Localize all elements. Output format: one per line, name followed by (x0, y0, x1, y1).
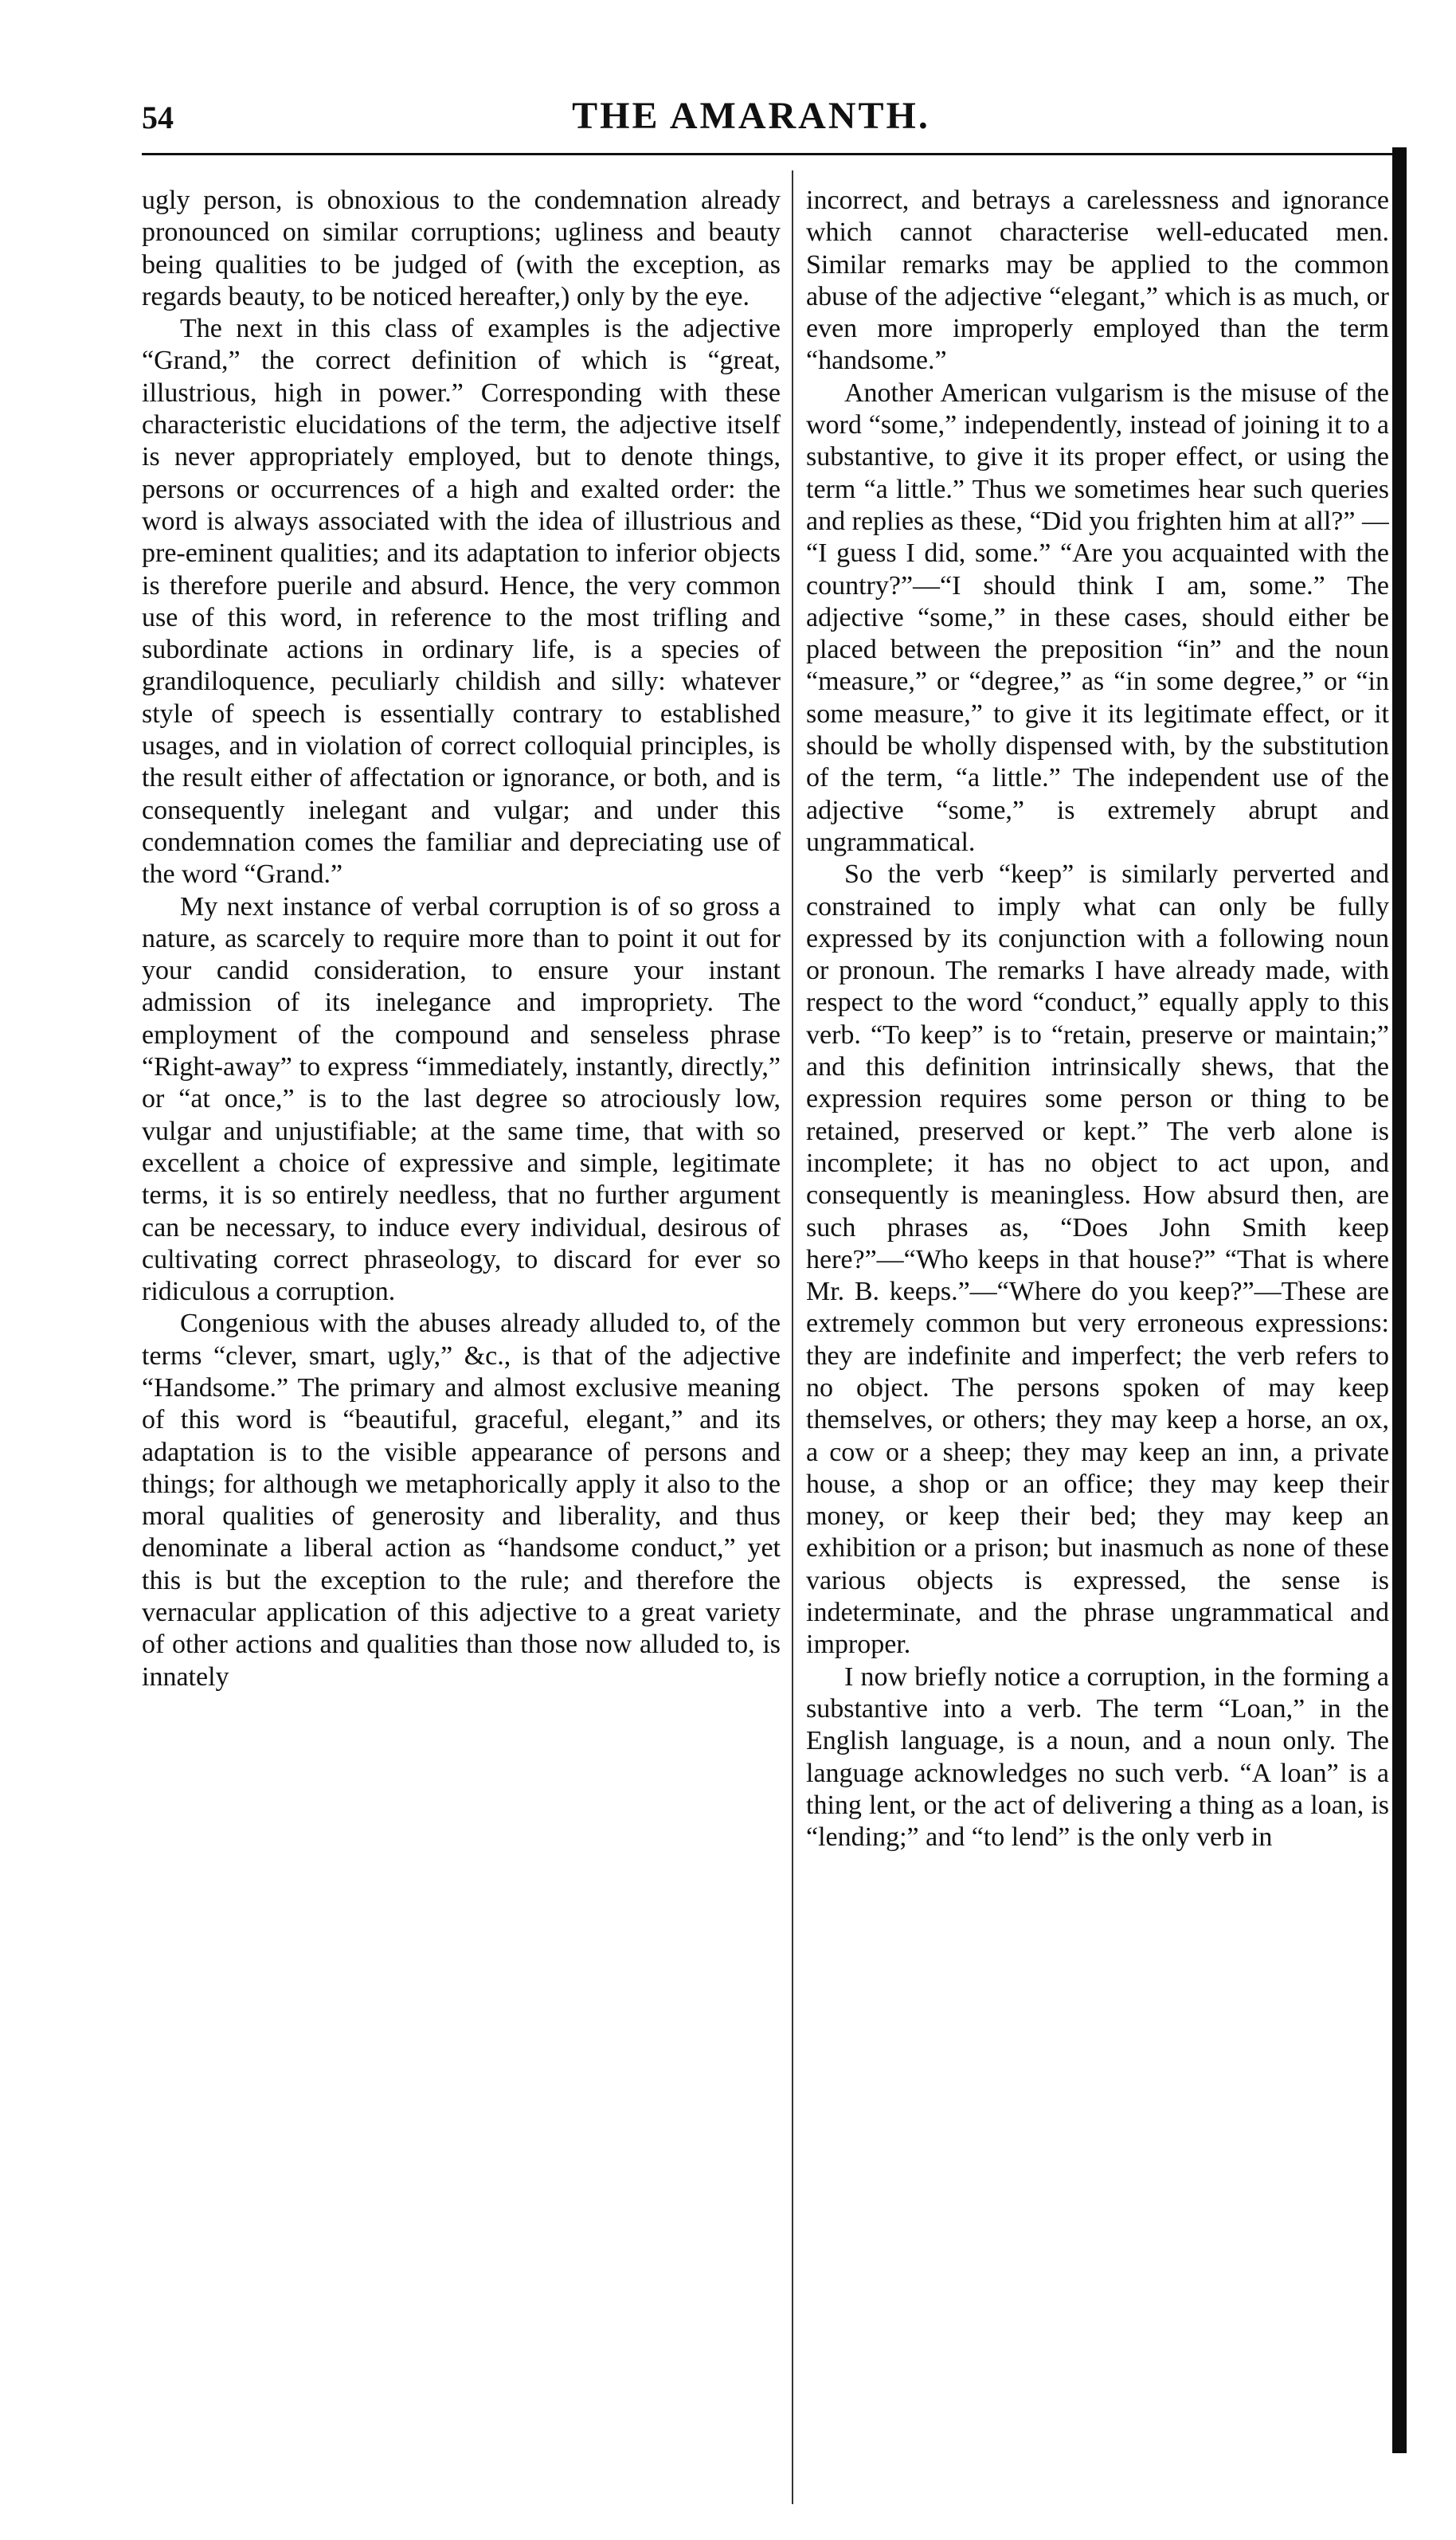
column-divider (792, 170, 793, 2504)
paragraph: I now briefly notice a corruption, in the forming a substantive into a verb. The term “Loan,” in the English language, is a noun, and a noun only. The language acknowledges no such verb. “A loan” is a thing lent, or the act of delivering a thing as a loan, is “lending;” and “to lend” is the only verb in (806, 1661, 1389, 1853)
paragraph: Another American vulgarism is the misuse of the word “some,” independently, instead of joining it to a substantive, to give it its proper effect, or using the term “a little.” Thus we sometimes hear such queries and replies as these, “Did you frighten him at all?” — “I guess I did, some.” “Are you acquainted with the country?”—“I should think I am, some.” The adjective “some,” in these cases, should either be placed between the preposition “in” and the noun “measure,” or “degree,” as “in some degree,” or “in some measure,” to give it its legitimate effect, or it should be wholly dispensed with, by the substitution of the term, “a little.” The independent use of the adjective “some,” is extremely abrupt and ungrammatical. (806, 378, 1389, 857)
paragraph: So the verb “keep” is similarly perverted and constrained to imply what can only be fully expressed by its conjunction with a following noun or pronoun. The remarks I have already made, with respect to the word “conduct,” equally apply to this verb. “To keep” is to “retain, preserve or maintain;” and this definition intrinsically shews, that the expression requires some person or thing to be retained, preserved or kept.” The verb alone is incomplete; it has no object to act upon, and consequently is meaningless. How absurd then, are such phrases as, “Does John Smith keep here?”—“Who keeps in that house?” “That is where Mr. B. keeps.”—“Where do you keep?”—These are extremely common but very erroneous expressions: they are indefinite and imperfect; the verb refers to no object. The persons spoken of may keep themselves, or others; they may keep a horse, an ox, a cow or a sheep; they may keep an inn, a private house, a shop or an office; they may keep their money, or keep their bed; they may keep an exhibition or a prison; but inasmuch as none of these various objects is expressed, the sense is indeterminate, and the phrase ungrammatical and improper. (806, 859, 1389, 1660)
page-header (142, 94, 1360, 142)
paragraph: Congenious with the abuses already alluded to, of the terms “clever, smart, ugly,” &c., is that of the adjective “Handsome.” The primary and almost exclusive meaning of this word is “beautiful, graceful, elegant,” and its adaptation is to the visible appearance of persons and things; for although we metaphorically apply it also to the moral qualities of generosity and liberality, and thus denominate a liberal action as “handsome conduct,” yet this is but the exception to the rule; and therefore the vernacular application of this adjective to a great variety of other actions and qualities than those now alluded to, is innately (142, 1309, 781, 1692)
left-column (142, 185, 781, 1693)
paragraph: The next in this class of examples is the adjective “Grand,” the correct definition of which is “great, illustrious, high in power.” Corresponding with these characteristic elucidations of the term, the adjective itself is never appropriately employed, but to denote things, persons or occurrences of a high and exalted order: the word is always associated with the idea of illustrious and pre-eminent qualities; and its adaptation to inferior objects is therefore puerile and absurd. Hence, the very common use of this word, in reference to the most trifling and subordinate actions in ordinary life, is a species of grandiloquence, peculiarly childish and silly: whatever style of speech is essentially contrary to established usages, and in violation of correct colloquial principles, is the result either of affectation or ignorance, or both, and is consequently inelegant and vulgar; and under this condemnation comes the familiar and depreciating use of the word “Grand.” (142, 314, 781, 890)
binding-shadow (1392, 147, 1407, 2453)
paragraph: incorrect, and betrays a carelessness and ignorance which cannot characterise well-educated men. Similar remarks may be applied to the common abuse of the adjective “elegant,” which is as much, or even more improperly employed than the term “handsome.” (806, 186, 1389, 376)
page-number: 54 (142, 100, 174, 135)
header-rule (142, 153, 1392, 155)
paragraph: My next instance of verbal corruption is of so gross a nature, as scarcely to require more than to point it out for your candid consideration, to ensure your instant admission of its inelegance and impropriety. The employment of the compound and senseless phrase “Right-away” to express “immediately, instantly, directly,” or “at once,” is to the last degree so atrociously low, vulgar and unjustifiable; at the same time, that with so excellent a choice of expressive and simple, legitimate terms, it is so entirely needless, that no further argument can be necessary, to induce every individual, desirous of cultivating correct phraseology, to discard for ever so ridiculous a corruption. (142, 891, 781, 1307)
right-column (806, 185, 1389, 1853)
running-title: THE AMARANTH. (572, 95, 930, 137)
paragraph: ugly person, is obnoxious to the condemnation already pronounced on similar corruptions; ugliness and beauty being qualities to be judged of (with the exception, as regards beauty, to be noticed hereafter,) only by the eye. (142, 186, 781, 311)
